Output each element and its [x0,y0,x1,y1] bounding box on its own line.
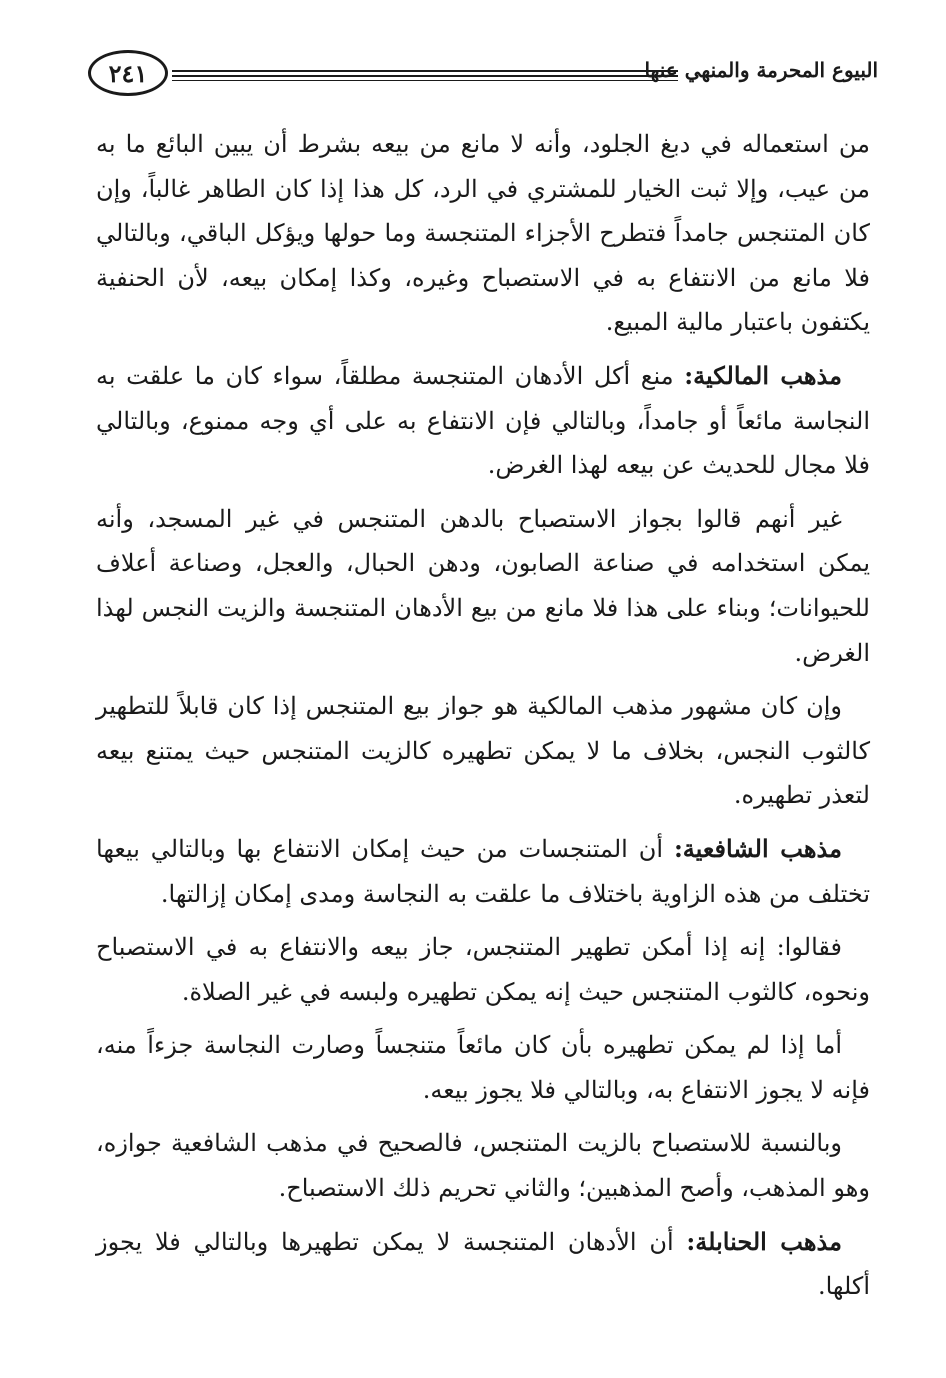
paragraph [96,122,870,345]
madhhab-heading: مذهب المالكية: [684,360,843,390]
paragraph-text: أن الأدهان المتنجسة لا يمكن تطهيرها وبالتالي فلا يجوز أكلها. [96,1227,870,1301]
paragraph [96,1023,870,1112]
paragraph-text: وبالنسبة للاستصباح بالزيت المتنجس، فالصحيح في مذهب الشافعية جوازه، وهو المذهب، وأصح المذهبين؛ والثاني تحريم ذلك الاستصباح. [96,1129,870,1203]
header-rule [172,75,678,77]
running-title: البيوع المحرمة والمنهي عنها [644,58,878,82]
madhhab-heading: مذهب الشافعية: [673,833,842,863]
paragraph [96,497,870,675]
paragraph-text: أن المتنجسات من حيث إمكان الانتفاع بها وبالتالي بيعها تختلف من هذه الزاوية باختلاف ما علقت به النجاسة ومدى إمكان إزالتها. [96,834,870,908]
header-rule [172,80,678,81]
paragraph-text: من استعماله في دبغ الجلود، وأنه لا مانع من بيعه بشرط أن يبين البائع ما به من عيب، وإلا ثبت الخيار للمشتري في الرد، كل هذا إذا كان الطاهر غالباً، وإن كان المتنجس جامداً فتطرح الأجزاء المتنجسة وما حولها ويؤكل الباقي، وبالتالي فلا مانع من الانتفاع به في الاستصباح وغيره، وكذا إمكان بيعه، لأن الحنفية يكتفون باعتبار مالية المبيع. [96,130,871,337]
paragraph [96,827,870,916]
header-rule [172,70,678,72]
paragraph [96,1121,870,1210]
page-number: ٢٤١ [88,50,168,96]
paragraph-text: غير أنهم قالوا بجواز الاستصباح بالدهن المتنجس في غير المسجد، وأنه يمكن استخدامه في صناعة الصابون، ودهن الحبال، والعجل، وصناعة أعلاف للحيوانات؛ وبناء على هذا فلا مانع من بيع الأدهان المتنجسة والزيت النجس لهذا الغرض. [96,504,870,667]
paragraph [96,1220,870,1309]
paragraph [96,354,870,488]
paragraph-text: أما إذا لم يمكن تطهيره بأن كان مائعاً متنجساً وصارت النجاسة جزءاً منه، فإنه لا يجوز الانتفاع به، وبالتالي فلا يجوز بيعه. [96,1031,870,1104]
paragraph-text: منع أكل الأدهان المتنجسة مطلقاً، سواء كان ما علقت به النجاسة مائعاً أو جامداً، وبالتالي فإن الانتفاع به على أي وجه ممنوع، وبالتالي فلا مجال للحديث عن بيعه لهذا الغرض. [96,361,870,480]
page-header [88,44,878,108]
paragraph-text: وإن كان مشهور مذهب المالكية هو جواز بيع المتنجس إذا كان قابلاً للتطهير كالثوب النجس، بخلاف ما لا يمكن تطهيره كالزيت المتنجس حيث يمتنع بيعه لتعذر تطهيره. [96,692,870,810]
paragraph-text: فقالوا: إنه إذا أمكن تطهير المتنجس، جاز بيعه والانتفاع به في الاستصباح ونحوه، كالثوب المتنجس حيث إنه يمكن تطهيره ولبسه في غير الصلاة. [96,933,870,1006]
paragraph [96,684,870,818]
body-text [96,122,870,1318]
paragraph [96,925,870,1014]
madhhab-heading: مذهب الحنابلة: [686,1226,842,1256]
